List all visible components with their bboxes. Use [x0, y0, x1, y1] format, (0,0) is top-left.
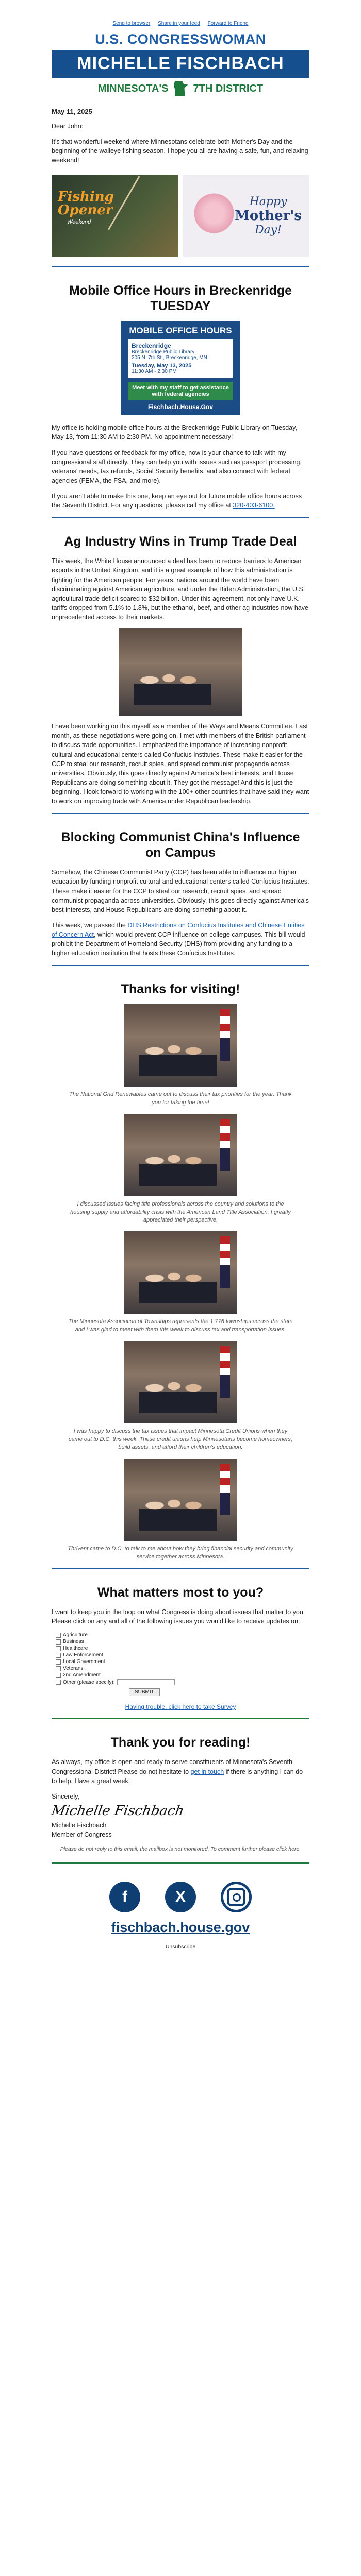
phone-link[interactable]: 320-403-6100.: [233, 502, 275, 510]
visit-photo-3: [124, 1231, 237, 1314]
visit-photo-5: [124, 1459, 237, 1541]
ccp-p1: Somehow, the Chinese Communist Party (CCP) has been able to influence our higher education by funding nonprofit cultural and educational centers called Confucius Institutes. These make it easier for the CCP to steal our research, recruit spies, and spread communist propaganda across universities. Obviously, this goes directly against America's best interests, and House Republicans are doing something about it.: [52, 869, 309, 913]
flower-icon: [191, 190, 237, 236]
checkbox[interactable]: [56, 1659, 61, 1665]
hero-images: [52, 175, 309, 257]
flag-icon: [220, 1119, 230, 1171]
ag-p1: This week, the White House announced a deal has been to reduce barriers to American exports in the United Kingdom, and it is a great example of how this administration is fighting for the American people. For years, nations around the world have been discriminating against American agriculture, and under the Biden Administration, the U.S. agricultural trade deficit soared to $32 billion. Under this agreement, not only have U.K. tariffs dropped from 5.1% to 1.8%, but the ethanol, beef, and other ag industries now have unprecedented access to their markets.: [52, 557, 309, 621]
mobile-office-card: Breckenridge Breckenridge Public Library 205 N. 7th St., Breckenridge, MN Tuesday, May 13, 2025 11:30 AM - 2:30 PM: [128, 339, 233, 378]
survey-option[interactable]: Local Government: [56, 1659, 309, 1665]
visit-caption-4: I was happy to discuss the tax issues that impact Minnesota Credit Unions when they came out to D.C. this week. These credit unions help Minnesotans become homeowners, build assets, and afford their children's education.: [68, 1428, 293, 1450]
top-links: [52, 0, 309, 26]
section-title-visits: Thanks for visiting!: [121, 982, 240, 997]
instagram-icon[interactable]: [221, 1882, 252, 1912]
flag-icon: [220, 1009, 230, 1061]
fishing-subtitle: Weekend: [67, 218, 91, 225]
checkbox[interactable]: [56, 1639, 61, 1645]
survey-option[interactable]: Agriculture: [56, 1632, 309, 1638]
mothers-day-text: Happy Mother's Day!: [235, 195, 302, 236]
signoff: Michelle Fischbach Member of Congress: [52, 1821, 112, 1839]
divider: [52, 1862, 309, 1864]
checkbox[interactable]: [56, 1646, 61, 1651]
header-banner: [52, 31, 309, 96]
visit-caption-5: Thrivent came to D.C. to talk to me about how they bring financial security and community service together across Minnesota.: [68, 1546, 293, 1560]
banner-district: [52, 81, 309, 96]
visit-photo-4: [124, 1341, 237, 1423]
other-input[interactable]: [117, 1679, 175, 1685]
signature: Michelle Fischbach: [50, 1803, 186, 1819]
ccp-p2: This week, we passed the DHS Restrictions on Confucius Institutes and Chinese Entities of Concern Act, which would prevent CCP influence on college campuses. This bill would prohibit the Department of Homeland Security (DHS) from providing any funding to a higher education institution that hosts these Confucius Institutes.: [52, 921, 305, 957]
greeting: Dear John:: [52, 123, 84, 130]
mothers-day-image: [183, 175, 309, 257]
contact-link[interactable]: get in touch: [190, 1768, 224, 1775]
survey-option[interactable]: Business: [56, 1639, 309, 1645]
survey-option[interactable]: Veterans: [56, 1666, 309, 1671]
checkbox[interactable]: [56, 1666, 61, 1671]
mobile-office-p1: My office is holding mobile office hours at the Breckenridge Public Library on Tuesday, May 13, from 11:30 AM to 2:30 PM. No appointment necessary!: [52, 424, 297, 441]
section-title-ag: Ag Industry Wins in Trump Trade Deal: [64, 534, 297, 549]
survey-option[interactable]: Law Enforcement: [56, 1652, 309, 1658]
visit-caption-3: The Minnesota Association of Townships represents the 1,776 townships across the state and I was glad to meet with them this week to discuss tax and transportation issues.: [68, 1318, 293, 1333]
social-links: [52, 1882, 309, 1912]
mobile-office-cta: Meet with my staff to get assistance with federal agencies: [128, 382, 233, 400]
x-twitter-icon[interactable]: X: [165, 1882, 196, 1912]
minnesota-icon: [174, 81, 188, 96]
banner-state: MINNESOTA'S: [97, 82, 169, 94]
visit-photo-1: [124, 1004, 237, 1087]
ag-p2: I have been working on this myself as a member of the Ways and Means Committee. Last month, as these negotiations were going on, I met with members of the British parliament to discuss trade opportunities. I emphasized the importance of increasing nonprofit cultural and educational centers called Confucius Institutes. These make it easier for the CCP to steal our research, recruit spies, and spread communist propaganda across universities. Obviously, this goes directly against America's best interests, and House Republicans are doing something about it. They got the message! And this is just the beginning. I look forward to working with the 100+ other countries that have said they want to work on improving trade with America under Republican leadership.: [52, 723, 309, 805]
checkbox[interactable]: [56, 1680, 61, 1685]
sincerely: Sincerely,: [52, 1792, 79, 1800]
divider: [52, 517, 309, 518]
survey-option-other[interactable]: Other (please specify):: [56, 1679, 309, 1685]
survey-option[interactable]: 2nd Amendment: [56, 1672, 309, 1678]
survey-intro: I want to keep you in the loop on what Congress is doing about issues that matter to you. Please click on any and all of the following issues you would like to receive updates on:: [52, 1608, 305, 1625]
closing-p1: As always, my office is open and ready to serve constituents of Minnesota's Seventh Congressional District! Please do not hesitate to get in touch if there is anything I can do to help. Have a great week!: [52, 1758, 303, 1785]
mobile-office-p2: If you have questions or feedback for my office, now is your chance to talk with my congressional staff directly. They can help you with issues such as passport processing, veterans' needs, tax refunds, Social Security benefits, and also connect with federal agencies (FEMA, the FSA, and more).: [52, 449, 302, 484]
banner-district-number: 7TH DISTRICT: [193, 82, 264, 94]
checkbox[interactable]: [56, 1673, 61, 1678]
section-title-ccp: Blocking Communist China's Influence on Campus: [61, 830, 300, 860]
fishing-rod-icon: [108, 176, 178, 256]
mobile-office-graphic: [121, 321, 240, 415]
fishing-opener-image: [52, 175, 178, 257]
mobile-office-heading: MOBILE OFFICE HOURS: [129, 325, 232, 335]
newsletter-date: May 11, 2025: [52, 108, 92, 115]
mobile-office-url: Fischbach.House.Gov: [147, 403, 214, 411]
flag-icon: [220, 1346, 230, 1398]
section-title-survey: What matters most to you?: [97, 1585, 264, 1600]
unsubscribe-link[interactable]: Unsubscribe: [165, 1943, 196, 1950]
checkbox[interactable]: [56, 1653, 61, 1658]
checkbox[interactable]: [56, 1633, 61, 1638]
banner-title-1: U.S. CONGRESSWOMAN: [95, 31, 266, 47]
flag-icon: [220, 1464, 230, 1515]
meeting-photo: [119, 628, 242, 716]
survey-link[interactable]: Having trouble, click here to take Survey: [125, 1703, 236, 1711]
divider: [52, 266, 309, 267]
section-title-mobile-office: Mobile Office Hours in Breckenridge TUESDAY: [69, 283, 292, 313]
no-reply-note: Please do not reply to this email, the mailbox is not monitored. To comment further please click here.: [60, 1846, 301, 1853]
survey-options: [56, 1632, 309, 1685]
visit-photo-2: [124, 1114, 237, 1196]
forward-link[interactable]: Forward to Friend: [207, 21, 249, 26]
divider: [52, 965, 309, 966]
survey-trouble: [52, 1703, 309, 1710]
newsletter: [52, 0, 309, 1950]
divider: [52, 1718, 309, 1719]
mobile-office-p3: If you aren't able to make this one, keep an eye out for future mobile office hours across the Seventh District. For any questions, please call my office at 320-403-6100.: [52, 493, 302, 510]
submit-button[interactable]: SUBMIT: [129, 1688, 160, 1696]
banner-name: MICHELLE FISCHBACH: [52, 50, 309, 78]
divider: [52, 813, 309, 814]
website-link[interactable]: fischbach.house.gov: [111, 1919, 250, 1935]
fishing-title: Fishing Opener: [58, 189, 114, 218]
bill-link[interactable]: DHS Restrictions on Confucius Institutes and Chinese Entities of Concern Act: [52, 921, 305, 939]
flag-icon: [220, 1236, 230, 1288]
intro-text: It's that wonderful weekend where Minnesotans celebrate both Mother's Day and the beginning of the walleye fishing season. I hope you all are having a safe, fun, and relaxing weekend!: [52, 138, 308, 164]
survey-option[interactable]: Healthcare: [56, 1646, 309, 1651]
visit-caption-1: The National Grid Renewables came out to discuss their tax priorities for the year. Thank you for taking the time!: [69, 1091, 292, 1106]
send-to-browser-link[interactable]: Send to browser: [112, 21, 151, 26]
section-title-closing: Thank you for reading!: [110, 1735, 251, 1750]
facebook-icon[interactable]: f: [109, 1882, 140, 1912]
divider: [52, 1568, 309, 1569]
share-link[interactable]: Share in your feed: [158, 21, 200, 26]
visit-caption-2: I discussed issues facing title professionals across the country and solutions to the housing supply and affordability crisis with the American Land Title Association. I greatly appreciated their perspective.: [70, 1201, 291, 1224]
